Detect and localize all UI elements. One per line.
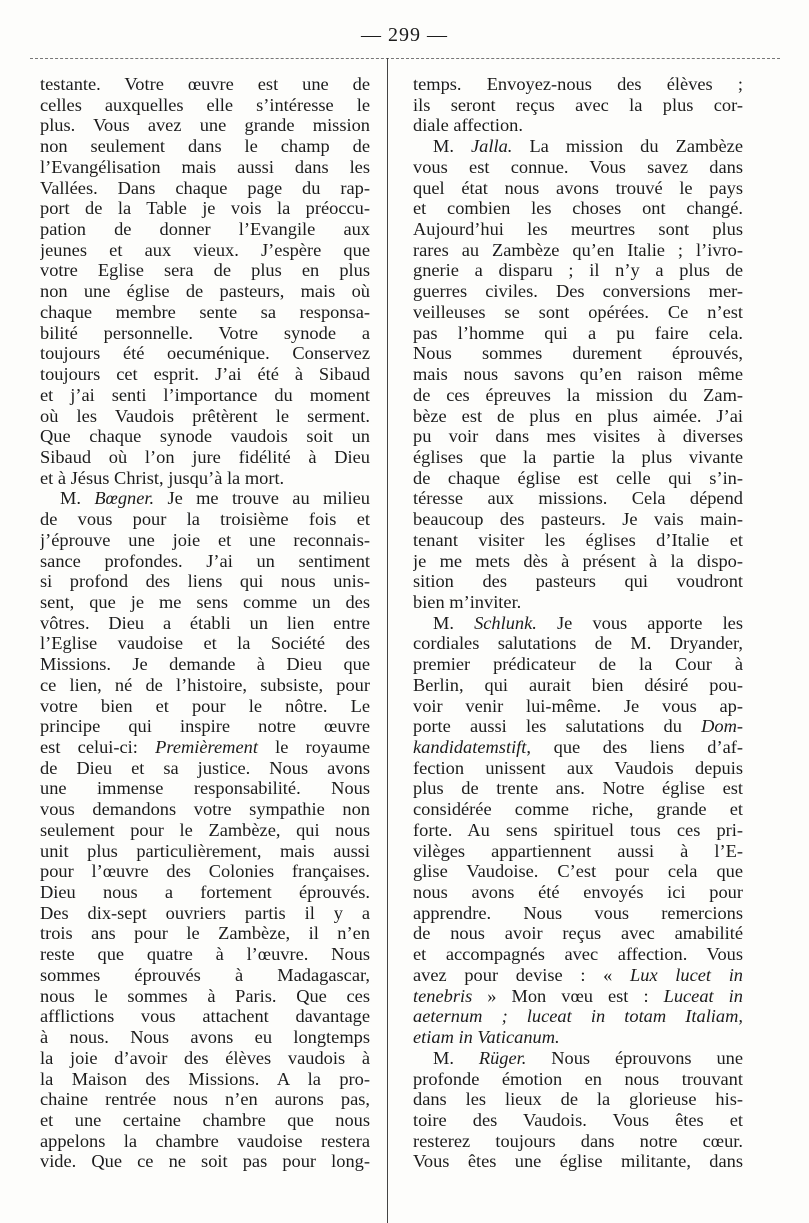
- italic-run: Dom-: [701, 716, 743, 737]
- text-line: [413, 1048, 743, 1069]
- text-line: de nous avoir reçus avec amabilité: [413, 923, 743, 944]
- text-line: ils seront reçus avec la plus cor-: [413, 94, 743, 115]
- text-line: [413, 1006, 743, 1027]
- text-line: guerres civiles. Des conversions mer-: [413, 281, 743, 302]
- text-line: pour l’œuvre des Colonies françaises.: [40, 861, 370, 882]
- text-line: églises que la partie la plus vivante: [413, 446, 743, 467]
- text-line: où les Vaudois prêtèrent le serment.: [40, 405, 370, 426]
- text-line: chaine rentrée nous n’en aurons pas,: [40, 1089, 370, 1110]
- text-line: de vous pour la troisième fois et: [40, 509, 370, 530]
- text-run: » Mon vœu est :: [472, 985, 664, 1006]
- text-line: sance profondes. J’ai un sentiment: [40, 550, 370, 571]
- text-line: la joie d’avoir des élèves vaudois à: [40, 1047, 370, 1068]
- text-line: apprendre. Nous vous remercions: [413, 902, 743, 923]
- text-run: La mission du Zambèze: [512, 136, 743, 157]
- text-line: et accompagnés avec affection. Vous: [413, 944, 743, 965]
- right-column: [413, 74, 743, 1172]
- text-line: [413, 1027, 743, 1048]
- text-line: profonde émotion en nous trouvant: [413, 1068, 743, 1089]
- text-line: [413, 986, 743, 1007]
- text-line: si profond des liens qui nous unis-: [40, 571, 370, 592]
- text-line: bilité personnelle. Votre synode a: [40, 322, 370, 343]
- text-line: principe qui inspire notre œuvre: [40, 716, 370, 737]
- text-line: plus. Vous avez une grande mission: [40, 115, 370, 136]
- text-line: fection unissent aux Vaudois depuis: [413, 757, 743, 778]
- text-line: vilèges appartiennent aussi à l’E-: [413, 840, 743, 861]
- text-line: Dieu nous a fortement éprouvés.: [40, 882, 370, 903]
- text-line: la Maison des Missions. A la pro-: [40, 1068, 370, 1089]
- text-line: beaucoup des pasteurs. Je vais main-: [413, 509, 743, 530]
- text-line: et combien les choses ont changé.: [413, 198, 743, 219]
- text-line: chaque membre sente sa responsa-: [40, 301, 370, 322]
- text-line: quel état nous avons trouvé le pays: [413, 177, 743, 198]
- text-line: temps. Envoyez-nous des élèves ;: [413, 74, 743, 94]
- text-line: l’Evangélisation mais aussi dans les: [40, 156, 370, 177]
- italic-run: Rüger.: [478, 1047, 527, 1068]
- text-line: de chaque église est celle qui s’in-: [413, 467, 743, 488]
- text-line: voir venir lui-même. Je vous ap-: [413, 695, 743, 716]
- text-run: Je vous apporte les: [536, 612, 743, 633]
- text-line: sent, que je me sens comme un des: [40, 591, 370, 612]
- header-rule: [30, 58, 780, 59]
- text-line: vous est connue. Vous savez dans: [413, 156, 743, 177]
- text-line: veilleuses se sont opérées. Ce n’est: [413, 301, 743, 322]
- text-line: sommes éprouvés à Madagascar,: [40, 964, 370, 985]
- text-line: Vallées. Dans chaque page du rap-: [40, 177, 370, 198]
- text-line: diale affection.: [413, 115, 523, 136]
- text-line: j’éprouve une joie et une reconnais-: [40, 529, 370, 550]
- text-line: bien m’inviter.: [413, 591, 522, 612]
- text-run: Nous éprouvons une: [526, 1047, 743, 1068]
- text-line: nous le sommes à Paris. Que ces: [40, 985, 370, 1006]
- text-line: Vous êtes une église militante, dans: [413, 1151, 743, 1172]
- text-line: tenant visiter les églises d’Italie et: [413, 529, 743, 550]
- text-line: mais nous savons qu’en raison même: [413, 364, 743, 385]
- italic-run: tenebris: [413, 985, 473, 1006]
- text-line: [413, 965, 743, 986]
- text-line: je me mets dès à présent à la dispo-: [413, 550, 743, 571]
- text-line: bèze est de plus en plus aimée. J’ai: [413, 405, 743, 426]
- text-line: rares au Zambèze qu’en Italie ; l’ivro-: [413, 239, 743, 260]
- text-line: sition des pasteurs qui voudront: [413, 571, 743, 592]
- text-line: seulement pour le Zambèze, qui nous: [40, 819, 370, 840]
- text-line: à nous. Nous avons eu longtemps: [40, 1027, 370, 1048]
- text-line: Aujourd’hui les meurtres sont plus: [413, 219, 743, 240]
- text-run: M.: [433, 1047, 479, 1068]
- text-line: votre Eglise sera de plus en plus: [40, 260, 370, 281]
- text-line: votre bien et pour le nôtre. Le: [40, 695, 370, 716]
- text-line: gnerie a disparu ; il n’y a plus de: [413, 260, 743, 281]
- italic-run: Premièrement: [155, 737, 258, 757]
- text-line: port de la Table je vois la préoccu-: [40, 198, 370, 219]
- text-line: jeunes et aux vieux. J’espère que: [40, 239, 370, 260]
- text-line: non seulement dans le champ de: [40, 136, 370, 157]
- text-line: unit plus particulièrement, mais aussi: [40, 840, 370, 861]
- text-line: toujours été oecuménique. Conservez: [40, 343, 370, 364]
- text-line: vide. Que ce ne soit pas pour long-: [40, 1151, 370, 1172]
- text-run: est celui-ci:: [40, 737, 156, 757]
- italic-run: etiam in Vaticanum.: [413, 1027, 560, 1048]
- text-line: pas l’homme qui a pu faire cela.: [413, 322, 743, 343]
- italic-run: Luceat in: [663, 985, 743, 1006]
- text-line: celles auxquelles elle s’intéresse le: [40, 94, 370, 115]
- text-line: [413, 136, 743, 157]
- text-line: considérée comme riche, grande et: [413, 799, 743, 820]
- text-line: testante. Votre œuvre est une de: [40, 74, 370, 94]
- text-line: de Dieu et sa justice. Nous avons: [40, 757, 370, 778]
- text-line: plus de trente ans. Notre église est: [413, 778, 743, 799]
- text-line: premier prédicateur de la Cour à: [413, 654, 743, 675]
- text-line: cordiales salutations de M. Dryander,: [413, 633, 743, 654]
- left-column: [40, 74, 370, 1172]
- text-line: une immense responsabilité. Nous: [40, 778, 370, 799]
- text-line: dans les lieux de la glorieuse his-: [413, 1089, 743, 1110]
- italic-run: Jalla.: [471, 136, 513, 157]
- text-line: Des dix-sept ouvriers partis il y a: [40, 902, 370, 923]
- text-line: pation de donner l’Evangile aux: [40, 219, 370, 240]
- text-line: Que chaque synode vaudois soit un: [40, 426, 370, 447]
- text-line: de ces épreuves la mission du Zam-: [413, 384, 743, 405]
- italic-run: aeternum ; luceat in totam Italiam,: [413, 1006, 743, 1027]
- text-line: et j’ai senti l’importance du moment: [40, 384, 370, 405]
- text-run: M.: [433, 612, 475, 633]
- text-line: ce lien, né de l’histoire, subsiste, pour: [40, 674, 370, 695]
- text-line: [413, 716, 743, 737]
- text-line: afflictions vous attachent davantage: [40, 1006, 370, 1027]
- text-line: trois ans pour le Zambèze, il n’en: [40, 923, 370, 944]
- text-line: [40, 737, 370, 758]
- text-line: Berlin, qui aurait bien désiré pou-: [413, 674, 743, 695]
- text-line: et une certaine chambre que nous: [40, 1109, 370, 1130]
- text-line: non une église de pasteurs, mais où: [40, 281, 370, 302]
- text-line: appelons la chambre vaudoise restera: [40, 1130, 370, 1151]
- text-line: vous demandons votre sympathie non: [40, 799, 370, 820]
- text-line: pu voir dans mes visites à diverses: [413, 426, 743, 447]
- italic-run: Bœgner.: [94, 488, 155, 509]
- text-run: Je me trouve au milieu: [154, 488, 370, 509]
- text-line: vôtres. Dieu a établi un lien entre: [40, 612, 370, 633]
- text-line: toire des Vaudois. Vous êtes et: [413, 1109, 743, 1130]
- text-line: [413, 613, 743, 634]
- text-line: glise Vaudoise. C’est pour cela que: [413, 861, 743, 882]
- text-run: porte aussi les salutations du: [413, 716, 702, 737]
- column-divider: [387, 58, 388, 1223]
- page-number: — 299 —: [361, 24, 448, 46]
- text-line: reste que quatre à l’œuvre. Nous: [40, 944, 370, 965]
- text-line: [413, 737, 743, 758]
- text-line: et à Jésus Christ, jusqu’à la mort.: [40, 467, 285, 488]
- text-run: le royaume: [257, 737, 370, 757]
- text-run: M.: [433, 136, 472, 157]
- text-line: téresse aux missions. Cela dépend: [413, 488, 743, 509]
- text-run: , que des liens d’af-: [526, 737, 743, 757]
- text-line: forte. Au sens spirituel tous ces pri-: [413, 819, 743, 840]
- text-line: resterez toujours dans notre cœur.: [413, 1130, 743, 1151]
- text-run: avez pour devise : «: [413, 964, 631, 985]
- italic-run: kandidatemstift: [413, 737, 527, 757]
- text-line: toujours cet esprit. J’ai été à Sibaud: [40, 364, 370, 385]
- text-run: M.: [60, 488, 95, 509]
- text-line: nous avons été envoyés ici pour: [413, 882, 743, 903]
- text-line: l’Eglise vaudoise et la Société des: [40, 633, 370, 654]
- text-line: Nous sommes durement éprouvés,: [413, 343, 743, 364]
- italic-run: Schlunk.: [474, 612, 537, 633]
- text-line: [40, 488, 370, 509]
- italic-run: Lux lucet in: [630, 964, 743, 985]
- text-line: Sibaud où l’on jure fidélité à Dieu: [40, 446, 370, 467]
- text-line: Missions. Je demande à Dieu que: [40, 654, 370, 675]
